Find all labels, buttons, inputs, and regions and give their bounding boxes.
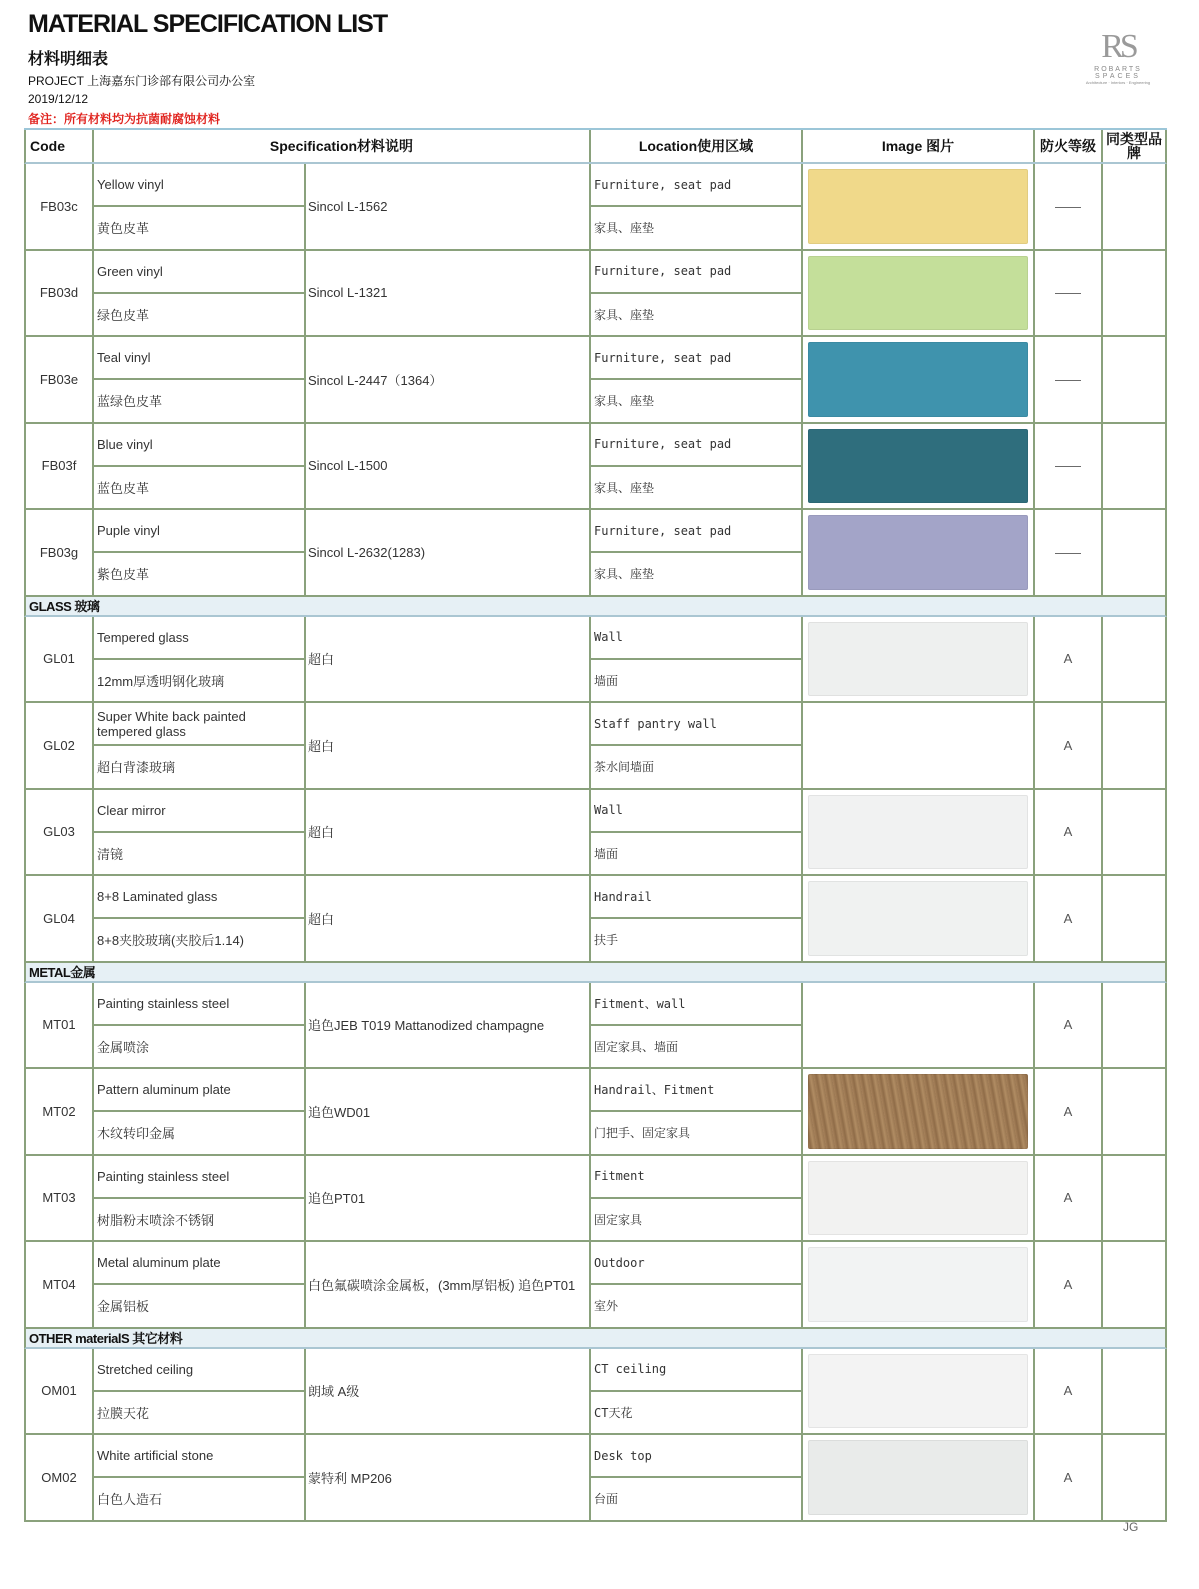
table-row bbox=[24, 510, 1167, 597]
material-code: GL01 bbox=[26, 617, 94, 702]
brand-cell bbox=[1103, 1435, 1165, 1520]
material-image bbox=[803, 876, 1035, 961]
col-image: Image 图片 bbox=[803, 130, 1035, 162]
location bbox=[591, 1349, 803, 1434]
material-image bbox=[803, 510, 1035, 595]
brand-cell bbox=[1103, 703, 1165, 788]
fire-rating: A bbox=[1035, 1435, 1103, 1520]
material-image bbox=[803, 983, 1035, 1068]
spec-name-cn: 树脂粉末喷涂不锈钢 bbox=[97, 1212, 215, 1228]
spec-name-cn: 蓝色皮革 bbox=[97, 480, 150, 496]
spec-name-cn: 金属铝板 bbox=[97, 1299, 150, 1315]
col-fire-rating: 防火等级 bbox=[1035, 130, 1103, 162]
spec-names bbox=[94, 876, 306, 961]
material-code: FB03g bbox=[26, 510, 94, 595]
spec-name-en: White artificial stone bbox=[94, 1435, 304, 1478]
material-swatch bbox=[808, 1161, 1028, 1236]
fire-rating: A bbox=[1035, 617, 1103, 702]
section-header: METAL金属 bbox=[24, 963, 1167, 983]
material-code: GL02 bbox=[26, 703, 94, 788]
spec-name-cn: 蓝绿色皮革 bbox=[97, 394, 163, 410]
location-en: Furniture, seat pad bbox=[591, 424, 801, 467]
location-cn: 家具、座垫 bbox=[594, 394, 655, 409]
logo-mark: RS bbox=[1101, 28, 1135, 65]
company-logo bbox=[1078, 30, 1158, 85]
material-image bbox=[803, 1349, 1035, 1434]
spec-name-en: Metal aluminum plate bbox=[94, 1242, 304, 1285]
material-code: MT04 bbox=[26, 1242, 94, 1327]
location-en: Furniture, seat pad bbox=[591, 164, 801, 207]
table-row bbox=[24, 703, 1167, 790]
material-image bbox=[803, 1435, 1035, 1520]
location bbox=[591, 703, 803, 788]
col-brand: 同类型品牌 bbox=[1106, 131, 1162, 161]
fire-rating: —— bbox=[1035, 424, 1103, 509]
material-image bbox=[803, 337, 1035, 422]
spec-name-en: 8+8 Laminated glass bbox=[94, 876, 304, 919]
spec-names bbox=[94, 1069, 306, 1154]
spec-name-cn: 12mm厚透明钢化玻璃 bbox=[97, 673, 225, 689]
table-header bbox=[24, 130, 1167, 164]
document-note: 备注：所有材料均为抗菌耐腐蚀材料 bbox=[28, 112, 221, 126]
brand-cell bbox=[1103, 337, 1165, 422]
brand-cell bbox=[1103, 424, 1165, 509]
table-row bbox=[24, 1069, 1167, 1156]
location-en: Handrail、Fitment bbox=[591, 1069, 801, 1112]
material-swatch bbox=[808, 1354, 1028, 1429]
table-row bbox=[24, 337, 1167, 424]
spec-names bbox=[94, 617, 306, 702]
location-cn: 家具、座垫 bbox=[594, 307, 655, 322]
document-title: MATERIAL SPECIFICATION LIST bbox=[28, 10, 388, 38]
specification-table bbox=[24, 128, 1167, 1522]
spec-detail: 超白 bbox=[306, 876, 591, 961]
brand-cell bbox=[1103, 876, 1165, 961]
material-image bbox=[803, 424, 1035, 509]
spec-names bbox=[94, 1349, 306, 1434]
fire-rating: —— bbox=[1035, 164, 1103, 249]
brand-cell bbox=[1103, 251, 1165, 336]
table-row bbox=[24, 1349, 1167, 1436]
brand-cell bbox=[1103, 983, 1165, 1068]
spec-detail: 蒙特利 MP206 bbox=[306, 1435, 591, 1520]
spec-names bbox=[94, 1242, 306, 1327]
col-location: Location使用区域 bbox=[591, 130, 803, 162]
material-swatch bbox=[808, 795, 1028, 870]
table-row bbox=[24, 1435, 1167, 1522]
material-image bbox=[803, 1069, 1035, 1154]
brand-cell bbox=[1103, 1069, 1165, 1154]
spec-names bbox=[94, 703, 306, 788]
material-code: FB03f bbox=[26, 424, 94, 509]
location bbox=[591, 1435, 803, 1520]
spec-detail: 超白 bbox=[306, 617, 591, 702]
spec-name-en: Pattern aluminum plate bbox=[94, 1069, 304, 1112]
location bbox=[591, 510, 803, 595]
brand-cell bbox=[1103, 617, 1165, 702]
spec-name-en: Super White back painted tempered glass bbox=[94, 703, 304, 746]
location-en: Handrail bbox=[591, 876, 801, 919]
spec-name-cn: 黄色皮革 bbox=[97, 221, 150, 237]
material-code: FB03d bbox=[26, 251, 94, 336]
material-swatch bbox=[808, 256, 1028, 331]
spec-name-cn: 木纹转印金属 bbox=[97, 1126, 176, 1142]
brand-cell bbox=[1103, 510, 1165, 595]
location-en: CT ceiling bbox=[591, 1349, 801, 1392]
fire-rating: A bbox=[1035, 790, 1103, 875]
spec-name-en: Teal vinyl bbox=[94, 337, 304, 380]
spec-name-en: Yellow vinyl bbox=[94, 164, 304, 207]
fire-rating: A bbox=[1035, 983, 1103, 1068]
document-date: 2019/12/12 bbox=[28, 92, 89, 106]
location-cn: 家具、座垫 bbox=[594, 221, 655, 236]
fire-rating: —— bbox=[1035, 251, 1103, 336]
spec-names bbox=[94, 164, 306, 249]
location bbox=[591, 164, 803, 249]
section-header: OTHER materialS 其它材料 bbox=[24, 1329, 1167, 1349]
spec-name-cn: 超白背漆玻璃 bbox=[97, 760, 176, 776]
material-swatch bbox=[808, 622, 1028, 697]
fire-rating: —— bbox=[1035, 337, 1103, 422]
location bbox=[591, 424, 803, 509]
brand-cell bbox=[1103, 164, 1165, 249]
col-code: Code bbox=[26, 130, 94, 162]
material-swatch bbox=[808, 1247, 1028, 1322]
material-code: OM02 bbox=[26, 1435, 94, 1520]
material-swatch bbox=[808, 515, 1028, 590]
material-swatch bbox=[808, 1440, 1028, 1515]
fire-rating: A bbox=[1035, 1069, 1103, 1154]
material-swatch bbox=[808, 169, 1028, 244]
material-image bbox=[803, 703, 1035, 788]
location-cn: CT天花 bbox=[594, 1405, 633, 1420]
brand-cell bbox=[1103, 1156, 1165, 1241]
spec-name-cn: 白色人造石 bbox=[97, 1492, 163, 1508]
table-row bbox=[24, 164, 1167, 251]
material-image bbox=[803, 617, 1035, 702]
spec-name-cn: 绿色皮革 bbox=[97, 307, 150, 323]
spec-name-en: Tempered glass bbox=[94, 617, 304, 660]
spec-name-en: Painting stainless steel bbox=[94, 1156, 304, 1199]
col-spec: Specification材料说明 bbox=[94, 130, 591, 162]
spec-names bbox=[94, 1435, 306, 1520]
location-cn: 家具、座垫 bbox=[594, 480, 655, 495]
location-cn: 台面 bbox=[594, 1492, 619, 1507]
spec-detail: 追色JEB T019 Mattanodized champagne bbox=[306, 983, 591, 1068]
location bbox=[591, 1069, 803, 1154]
location-cn: 门把手、固定家具 bbox=[594, 1126, 691, 1141]
fire-rating: A bbox=[1035, 1156, 1103, 1241]
footer-mark: JG bbox=[1123, 1520, 1139, 1534]
location-en: Furniture, seat pad bbox=[591, 337, 801, 380]
spec-name-en: Green vinyl bbox=[94, 251, 304, 294]
fire-rating: —— bbox=[1035, 510, 1103, 595]
spec-detail: Sincol L-1500 bbox=[306, 424, 591, 509]
table-row bbox=[24, 1242, 1167, 1329]
fire-rating: A bbox=[1035, 703, 1103, 788]
section-header: GLASS 玻璃 bbox=[24, 597, 1167, 617]
spec-detail: 追色PT01 bbox=[306, 1156, 591, 1241]
location-en: Wall bbox=[591, 790, 801, 833]
material-swatch bbox=[808, 342, 1028, 417]
brand-cell bbox=[1103, 1242, 1165, 1327]
location bbox=[591, 790, 803, 875]
location-en: Fitment bbox=[591, 1156, 801, 1199]
location bbox=[591, 1242, 803, 1327]
spec-name-en: Puple vinyl bbox=[94, 510, 304, 553]
spec-name-cn: 清镜 bbox=[97, 846, 124, 862]
material-code: MT01 bbox=[26, 983, 94, 1068]
location-cn: 家具、座垫 bbox=[594, 567, 655, 582]
location-en: Wall bbox=[591, 617, 801, 660]
location-cn: 茶水间墙面 bbox=[594, 760, 655, 775]
spec-detail: Sincol L-1562 bbox=[306, 164, 591, 249]
location-en: Fitment、wall bbox=[591, 983, 801, 1026]
spec-name-en: Painting stainless steel bbox=[94, 983, 304, 1026]
location-en: Staff pantry wall bbox=[591, 703, 801, 746]
spec-names bbox=[94, 337, 306, 422]
table-row bbox=[24, 424, 1167, 511]
material-swatch bbox=[808, 881, 1028, 956]
spec-name-cn: 紫色皮革 bbox=[97, 567, 150, 583]
spec-name-en: Stretched ceiling bbox=[94, 1349, 304, 1392]
fire-rating: A bbox=[1035, 876, 1103, 961]
table-row bbox=[24, 983, 1167, 1070]
location-cn: 墙面 bbox=[594, 846, 619, 861]
location-en: Desk top bbox=[591, 1435, 801, 1478]
location bbox=[591, 876, 803, 961]
location bbox=[591, 1156, 803, 1241]
spec-names bbox=[94, 1156, 306, 1241]
location bbox=[591, 983, 803, 1068]
spec-names bbox=[94, 983, 306, 1068]
spec-name-cn: 8+8夹胶玻璃(夹胶后1.14) bbox=[97, 933, 245, 949]
location bbox=[591, 251, 803, 336]
spec-name-cn: 金属喷涂 bbox=[97, 1039, 150, 1055]
material-code: GL04 bbox=[26, 876, 94, 961]
material-image bbox=[803, 1156, 1035, 1241]
spec-names bbox=[94, 424, 306, 509]
table-row bbox=[24, 251, 1167, 338]
location-en: Furniture, seat pad bbox=[591, 251, 801, 294]
spec-detail: 白色氟碳喷涂金属板，(3mm厚铝板) 追色PT01 bbox=[306, 1242, 591, 1327]
brand-cell bbox=[1103, 790, 1165, 875]
logo-line-2: SPACES bbox=[1095, 73, 1141, 80]
material-image bbox=[803, 251, 1035, 336]
material-swatch bbox=[808, 988, 1028, 1063]
project-name: PROJECT 上海嘉东门诊部有限公司办公室 bbox=[28, 74, 256, 88]
spec-detail: 超白 bbox=[306, 790, 591, 875]
location-cn: 室外 bbox=[594, 1299, 619, 1314]
brand-cell bbox=[1103, 1349, 1165, 1434]
location-en: Furniture, seat pad bbox=[591, 510, 801, 553]
spec-name-en: Clear mirror bbox=[94, 790, 304, 833]
fire-rating: A bbox=[1035, 1349, 1103, 1434]
document-title-cn: 材料明细表 bbox=[28, 51, 109, 68]
spec-names bbox=[94, 790, 306, 875]
location bbox=[591, 617, 803, 702]
table-row bbox=[24, 876, 1167, 963]
spec-detail: 追色WD01 bbox=[306, 1069, 591, 1154]
material-swatch bbox=[808, 429, 1028, 504]
location-cn: 墙面 bbox=[594, 673, 619, 688]
material-swatch bbox=[808, 1074, 1028, 1149]
spec-detail: Sincol L-2632(1283) bbox=[306, 510, 591, 595]
logo-line-1: ROBARTS bbox=[1094, 66, 1142, 73]
spec-names bbox=[94, 510, 306, 595]
material-swatch bbox=[808, 708, 1028, 783]
material-code: FB03c bbox=[26, 164, 94, 249]
material-code: MT03 bbox=[26, 1156, 94, 1241]
table-row bbox=[24, 1156, 1167, 1243]
table-row bbox=[24, 617, 1167, 704]
location-cn: 固定家具、墙面 bbox=[594, 1039, 679, 1054]
location-en: Outdoor bbox=[591, 1242, 801, 1285]
spec-detail: 超白 bbox=[306, 703, 591, 788]
logo-line-3: Architecture · Interiors · Engineering bbox=[1085, 80, 1151, 85]
spec-detail: Sincol L-1321 bbox=[306, 251, 591, 336]
material-code: MT02 bbox=[26, 1069, 94, 1154]
spec-name-en: Blue vinyl bbox=[94, 424, 304, 467]
spec-name-cn: 拉膜天花 bbox=[97, 1405, 150, 1421]
location-cn: 固定家具 bbox=[594, 1212, 643, 1227]
table-row bbox=[24, 790, 1167, 877]
spec-names bbox=[94, 251, 306, 336]
material-code: FB03e bbox=[26, 337, 94, 422]
material-code: OM01 bbox=[26, 1349, 94, 1434]
spec-detail: 朗域 A级 bbox=[306, 1349, 591, 1434]
material-image bbox=[803, 164, 1035, 249]
location-cn: 扶手 bbox=[594, 933, 619, 948]
spec-detail: Sincol L-2447（1364） bbox=[306, 337, 591, 422]
material-image bbox=[803, 790, 1035, 875]
fire-rating: A bbox=[1035, 1242, 1103, 1327]
location bbox=[591, 337, 803, 422]
material-code: GL03 bbox=[26, 790, 94, 875]
material-image bbox=[803, 1242, 1035, 1327]
